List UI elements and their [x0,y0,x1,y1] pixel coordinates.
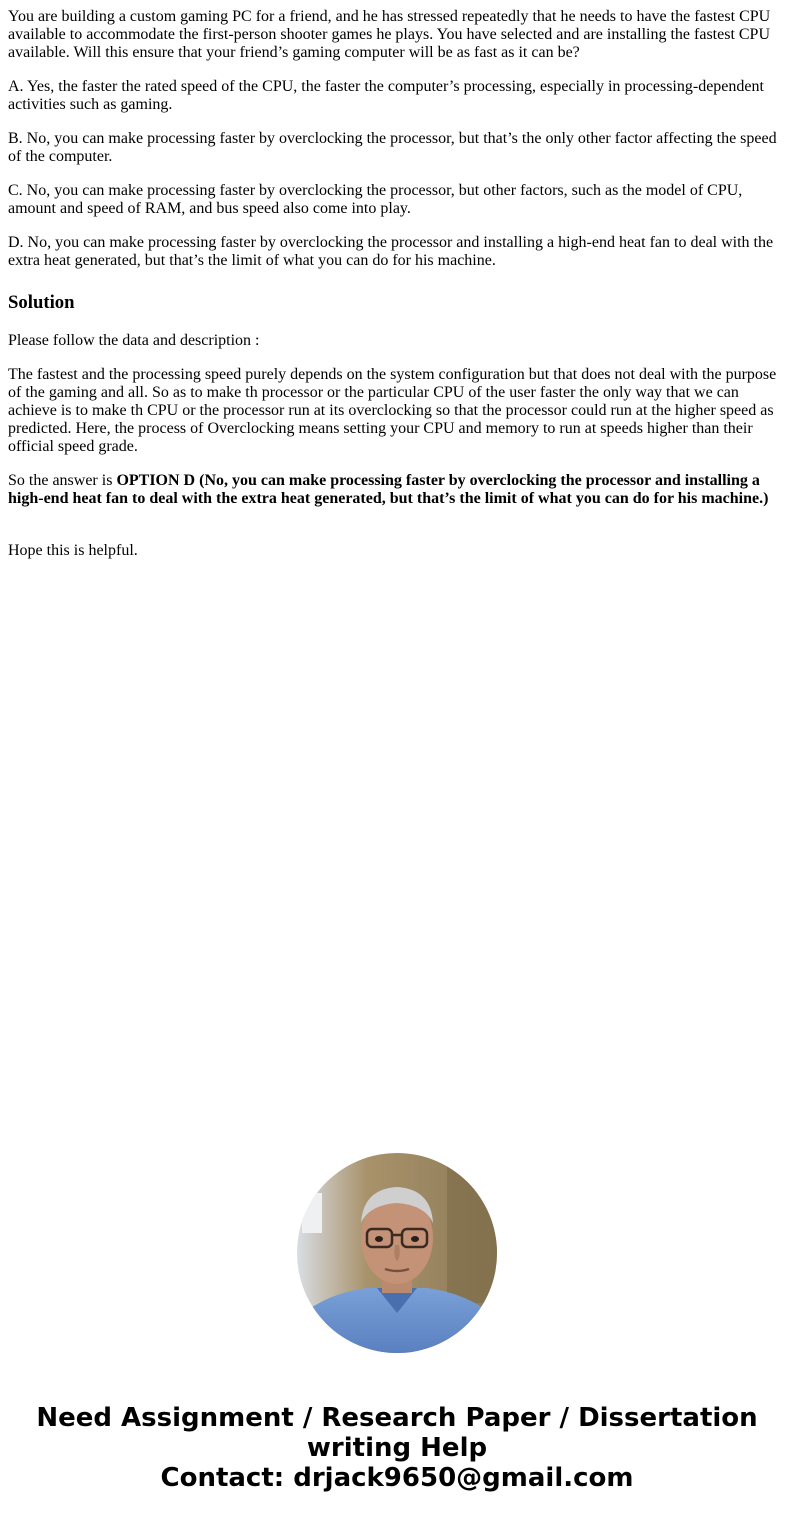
solution-closing: Hope this is helpful. [8,542,138,559]
option-d: D. No, you can make processing faster by overclocking the processor and installing a high-end heat fan to deal with the extra heat generated, but that’s the limit of what you can do for his machine. [8,234,774,269]
footer-contact [0,1403,794,1493]
footer-line-2: writing Help [306,1433,488,1463]
solution-answer [8,472,780,508]
answer-option: OPTION D (No, you can make processing faster by overclocking the processor and installing a high-end heat fan to deal with the extra heat generated, but that’s the limit of what you can do for his machine.) [8,472,769,507]
avatar-portrait [297,1153,497,1353]
solution-heading: Solution [8,292,75,313]
question-stem: You are building a custom gaming PC for a friend, and he has stressed repeatedly that he needs to have the fastest CPU available to accommodate the first-person shooter games he plays. You have selected and are installing the fastest CPU available. Will this ensure that your friend’s gaming computer will be as fast as it can be? [8,8,771,61]
document-content [8,8,780,576]
avatar [297,1153,497,1353]
solution-intro: Please follow the data and description : [8,332,260,349]
solution-body: The fastest and the processing speed purely depends on the system configuration but that does not deal with the purpose of the gaming and all. So as to make th processor or the particular CPU of the user faster the only way that we can achieve is to make th CPU or the processor run at its overclocking so that the processor could run at the higher speed as predicted. Here, the process of Overclocking means setting your CPU and memory to run at speeds higher than their official speed grade. [8,366,777,455]
option-c: C. No, you can make processing faster by overclocking the processor, but other factors, such as the model of CPU, amount and speed of RAM, and bus speed also come into play. [8,182,743,217]
answer-prefix: So the answer is [8,472,117,489]
option-b: B. No, you can make processing faster by overclocking the processor, but that’s the only other factor affecting the speed of the computer. [8,130,777,165]
footer-line-1: Need Assignment / Research Paper / Dissertation [36,1403,758,1433]
footer-line-3: Contact: drjack9650@gmail.com [160,1463,634,1493]
spacer [8,524,780,542]
option-a: A. Yes, the faster the rated speed of the CPU, the faster the computer’s processing, especially in processing-dependent activities such as gaming. [8,78,764,113]
